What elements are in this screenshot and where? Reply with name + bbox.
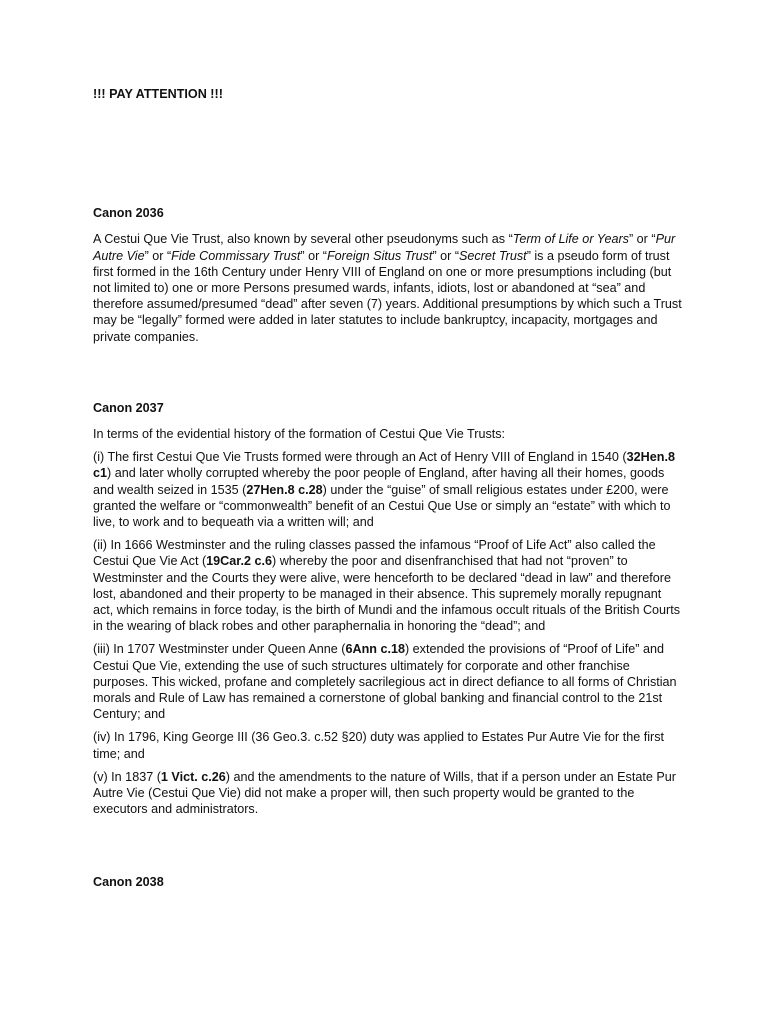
statute-citation: 6Ann c.18 <box>345 642 405 657</box>
canon-heading: Canon 2036 <box>93 206 164 221</box>
text-run: ” or “ <box>628 232 656 247</box>
text-run: ” or “ <box>432 248 460 263</box>
attention-heading: !!! PAY ATTENTION !!! <box>93 87 223 101</box>
canon-paragraph <box>93 426 683 442</box>
text-run: (iv) In 1796, King George III (36 Geo.3. c.52 §20) duty was applied to Estates Pur Autre Vie for the first time; and <box>93 730 664 761</box>
canon-2037-section <box>93 400 683 818</box>
canon-paragraph <box>93 537 683 634</box>
statute-citation: 27Hen.8 c.28 <box>246 482 323 497</box>
canon-heading: Canon 2038 <box>93 874 164 889</box>
canon-2038-section <box>93 874 683 890</box>
trust-pseudonym: Secret Trust <box>459 248 527 263</box>
text-run: (iii) In 1707 Westminster under Queen Anne ( <box>93 642 346 657</box>
trust-pseudonym: Pur Autre Vie <box>93 232 676 263</box>
text-run: (ii) In 1666 Westminster and the ruling classes passed the infamous “Proof of Life Act” also called the Cestui Que Vie Act ( <box>93 538 656 569</box>
text-run: ) and the amendments to the nature of Wills, that if a person under an Estate Pur Autre Vie (Cestui Que Vie) did not make a proper will, then such property would be granted to the executors and administrators. <box>93 769 676 817</box>
trust-pseudonym: Foreign Situs Trust <box>326 248 433 263</box>
statute-citation: 19Car.2 c.6 <box>206 554 272 569</box>
canon-paragraph <box>93 231 683 344</box>
canon-2036-section <box>93 205 683 345</box>
text-run: ) under the “guise” of small religious estates under £200, were granted the welfare or “commonwealth” benefit of an Cestui Que Use or simply an “estate” with which to live, to work and to bequeath via a written will; and <box>93 482 671 530</box>
text-run: ” or “ <box>300 248 327 263</box>
text-run: ) and later wholly corrupted whereby the poor people of England, after having all their homes, goods and wealth seized in 1535 ( <box>93 466 665 497</box>
canon-paragraph <box>93 729 683 761</box>
text-run: A Cestui Que Vie Trust, also known by several other pseudonyms such as “ <box>93 232 513 247</box>
text-run: (i) The first Cestui Que Vie Trusts formed were through an Act of Henry VIII of England in 1540 ( <box>93 450 627 465</box>
statute-citation: 1 Vict. c.26 <box>160 769 226 784</box>
text-run: ) extended the provisions of “Proof of Life” and Cestui Que Vie, extending the use of such structures ultimately for corporate and other franchise purposes. This wicked, profane and completely sacrilegious act in direct defiance to all forms of Christian morals and Rule of Law has remained a cornerstone of global banking and financial control to the 21st Century; and <box>93 642 677 722</box>
canon-paragraph <box>93 641 683 722</box>
statute-citation: 32Hen.8 c1 <box>93 450 675 481</box>
text-run: ” or “ <box>144 248 172 263</box>
text-run: In terms of the evidential history of the formation of Cestui Que Vie Trusts: <box>93 427 506 442</box>
canon-heading: Canon 2037 <box>93 400 164 415</box>
text-run: (v) In 1837 ( <box>93 769 161 784</box>
canon-paragraph <box>93 449 683 530</box>
trust-pseudonym: Fide Commissary Trust <box>171 248 301 263</box>
text-run: ” is a pseudo form of trust first formed in the 16th Century under Henry VIII of England on one or more presumptions including (but not limited to) one or more Persons presumed wards, infants, idiots, lost or abandoned at “sea” and therefore assumed/presumed “dead” after seven (7) years. Additional presumptions by which such a Trust may be “legally” formed were added in later statutes to include bankruptcy, incapacity, mortgages and private companies. <box>93 248 682 344</box>
canon-paragraph <box>93 769 683 818</box>
trust-pseudonym: Term of Life or Years <box>512 232 629 247</box>
text-run: ) whereby the poor and disenfranchised that had not “proven” to Westminster and the Courts they were alive, were henceforth to be declared “dead in law” and therefore lost, abandoned and their property to be managed in their absence. This supremely morally repugnant act, which remains in force today, is the birth of Mundi and the infamous occult rituals of the British Courts in the wearing of black robes and other paraphernalia in honoring the “dead”; and <box>93 554 681 634</box>
document-body <box>93 86 683 890</box>
